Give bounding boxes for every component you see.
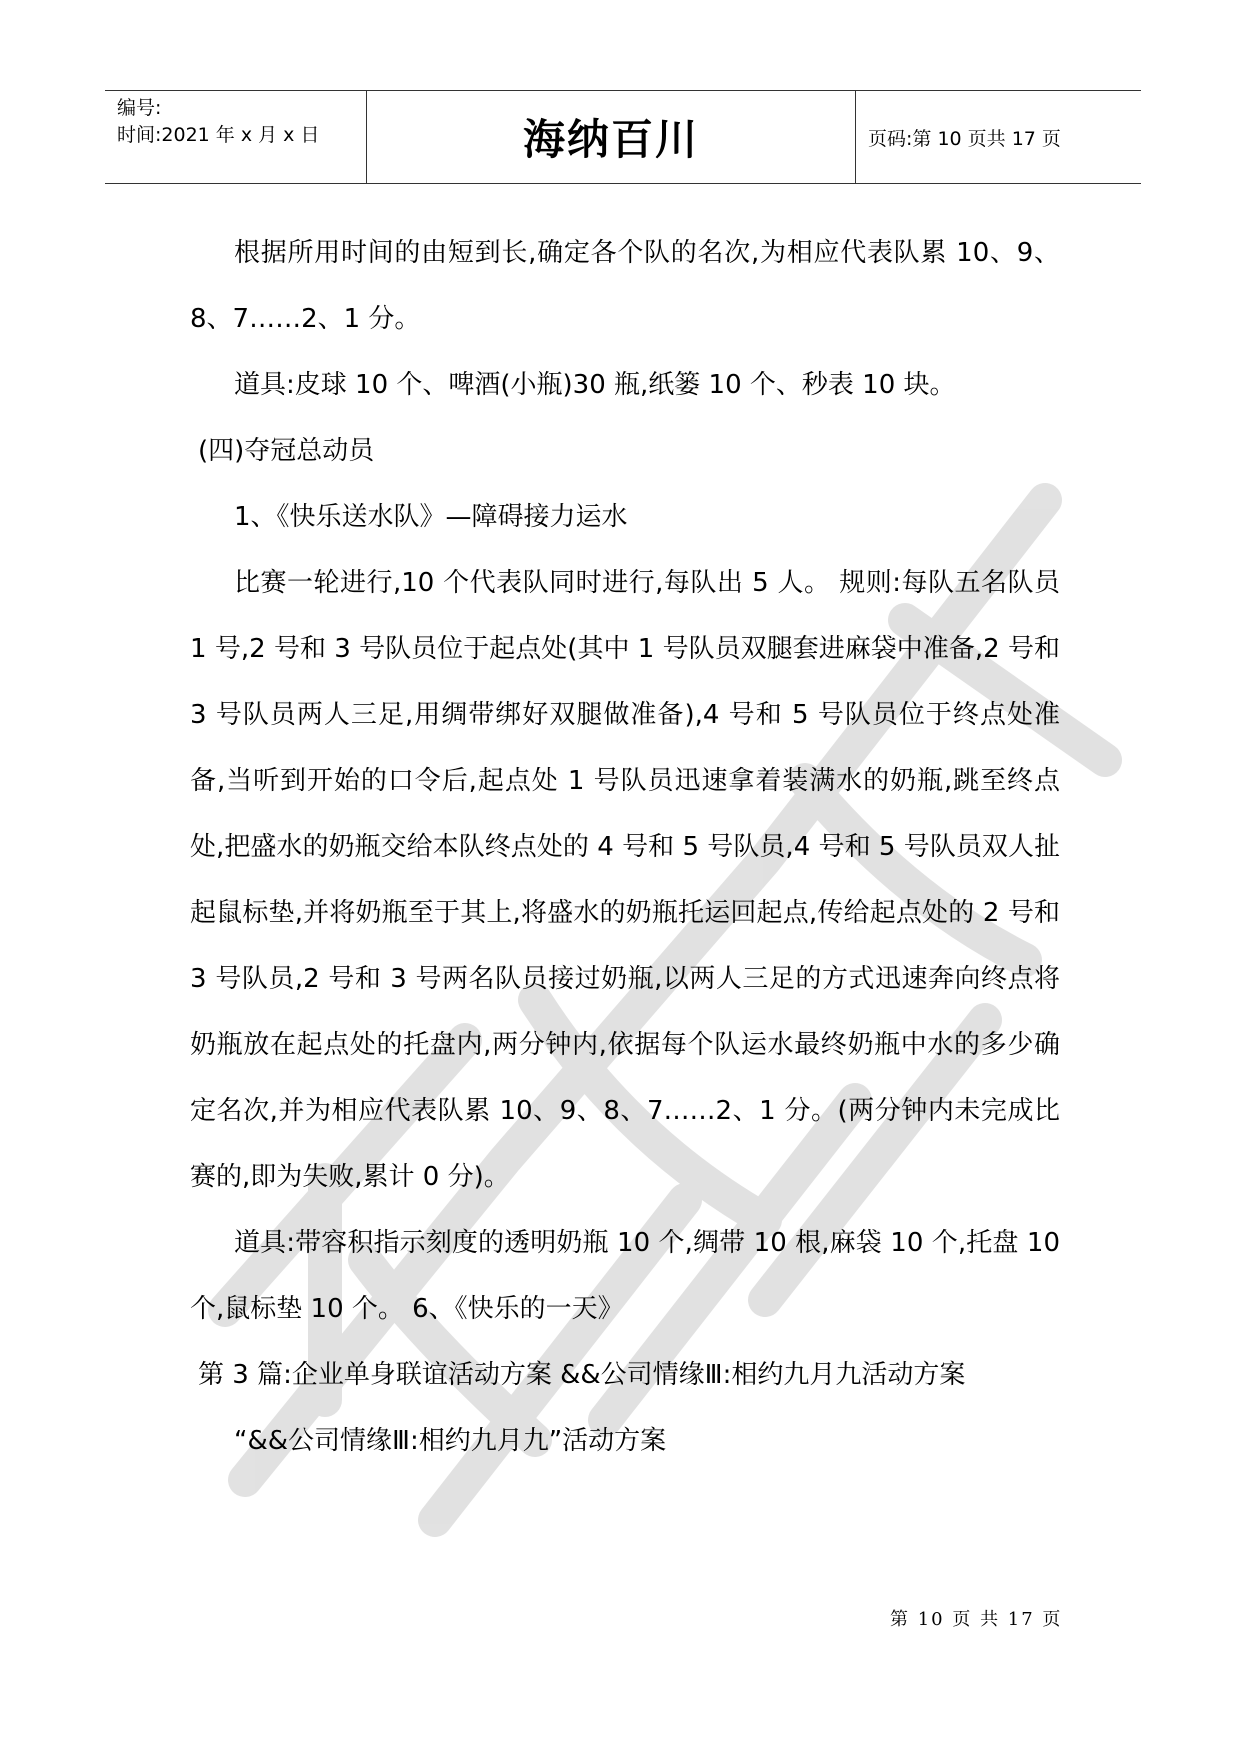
chapter-heading-3: 第 3 篇:企业单身联谊活动方案 &&公司情缘Ⅲ:相约九月九活动方案 <box>198 1360 966 1390</box>
page-code: 页码:第 10 页共 17 页 <box>868 127 1061 150</box>
paragraph-rules: 比赛一轮进行,10 个代表队同时进行,每队出 5 人。 规则:每队五名队员 1 号,2 号和 3 号队员位于起点处(其中 1 号队员双腿套进麻袋中准备,2 号和 3 号队员两人三足,用绸带绑好双腿做准备),4 号和 5 号队员位于终点处准备,当听到开始的口令后,起点处 1 号队员迅速拿着装满水的奶瓶,跳至终点处,把盛水的奶瓶交给本队终点处的 4 号和 5 号队员,4 号和 5 号队员双人扯起鼠标垫,并将奶瓶至于其上,将盛水的奶瓶托运回起点,传给起点处的 2 号和 3 号队员,2 号和 3 号两名队员接过奶瓶,以两人三足的方式迅速奔向终点将奶瓶放在起点处的托盘内,两分钟内,依据每个队运水最终奶瓶中水的多少确定名次,并为相应代表队累 10、9、8、7……2、1 分。(两分钟内未完成比赛的,即为失败,累计 0 分)。 <box>190 568 1060 1192</box>
section-heading-4: (四)夺冠总动员 <box>198 436 375 466</box>
header-company-cell <box>367 91 856 183</box>
paragraph-props-2: 道具:带容积指示刻度的透明奶瓶 10 个,绸带 10 根,麻袋 10 个,托盘 10 个,鼠标垫 10 个。 6、《快乐的一天》 <box>190 1228 1060 1324</box>
plan-title: “&&公司情缘Ⅲ:相约九月九”活动方案 <box>234 1426 667 1456</box>
activity-title-water-relay: 1、《快乐送水队》—障碍接力运水 <box>234 502 628 532</box>
header-page-cell <box>856 91 1141 183</box>
paragraph-ranking: 根据所用时间的由短到长,确定各个队的名次,为相应代表队累 10、9、8、7……2、1 分。 <box>190 238 1060 334</box>
document-header <box>105 90 1141 184</box>
document-body <box>190 220 1060 1474</box>
document-number-label: 编号: <box>117 97 162 119</box>
company-name: 海纳百川 <box>522 115 699 164</box>
header-info-cell <box>105 91 367 183</box>
document-time: 时间:2021 年 x 月 x 日 <box>117 124 320 146</box>
paragraph-props-1: 道具:皮球 10 个、啤酒(小瓶)30 瓶,纸篓 10 个、秒表 10 块。 <box>234 370 956 400</box>
page-footer: 第 10 页 共 17 页 <box>890 1609 1063 1630</box>
